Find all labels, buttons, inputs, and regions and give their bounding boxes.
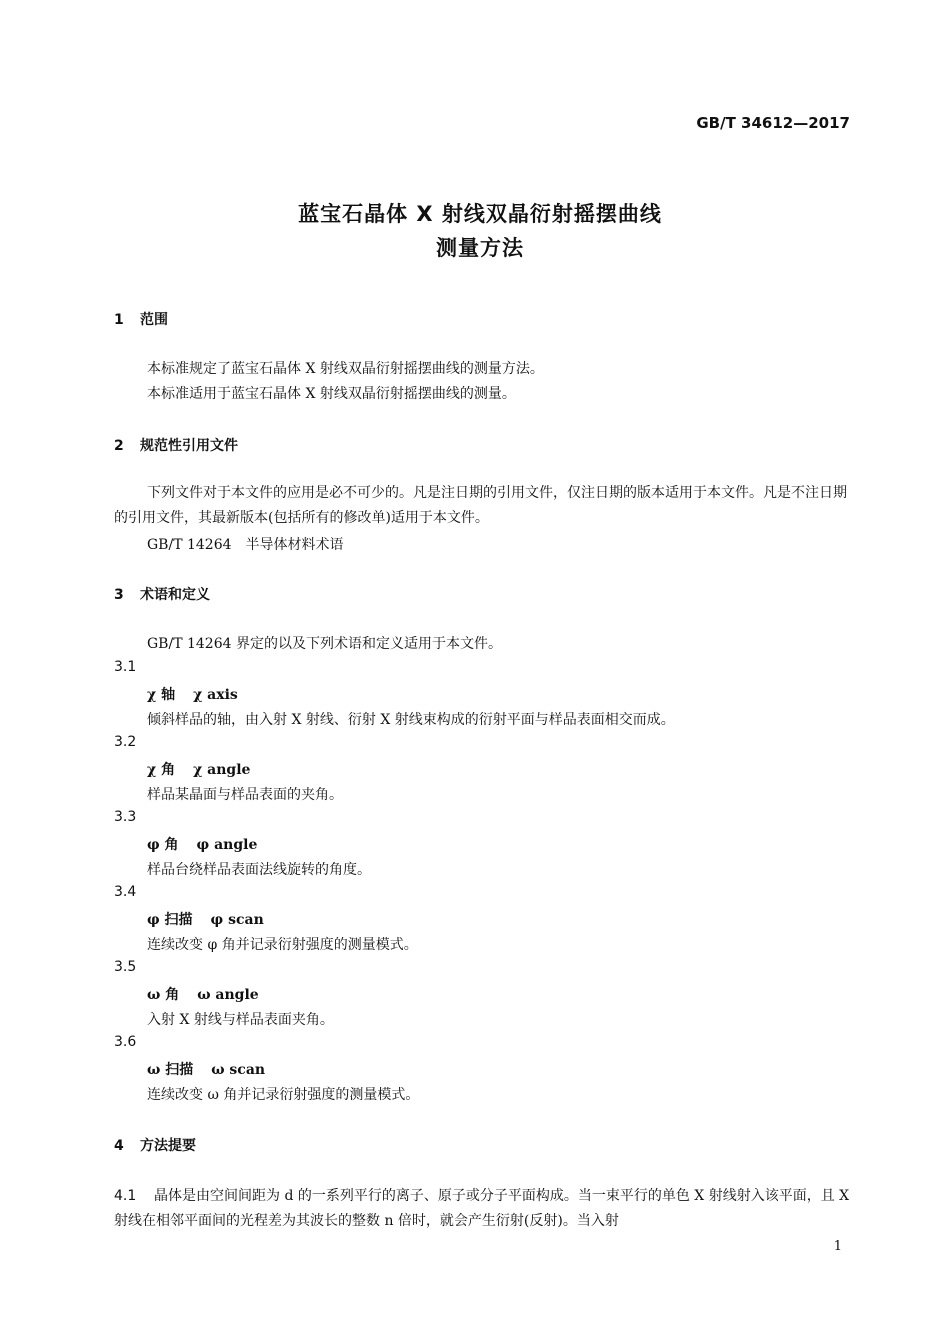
paragraph: 本标准适用于蓝宝石晶体 X 射线双晶衍射摇摆曲线的测量。 xyxy=(147,386,516,402)
clause-number: 4.1 xyxy=(114,1188,137,1204)
term-title xyxy=(147,834,257,854)
clause-4-1 xyxy=(114,1184,850,1234)
term-en: φ scan xyxy=(210,912,264,928)
term-zh: χ 轴 xyxy=(147,687,176,703)
section-number: 3 xyxy=(114,587,124,603)
term-definition: 连续改变 φ 角并记录衍射强度的测量模式。 xyxy=(147,937,418,953)
term-en: ω scan xyxy=(211,1062,266,1078)
section-title: 方法提要 xyxy=(140,1138,196,1154)
term-number: 3.1 xyxy=(114,659,137,675)
term-title xyxy=(147,909,264,929)
term-zh: φ 扫描 xyxy=(147,912,193,928)
paragraph: GB/T 14264 界定的以及下列术语和定义适用于本文件。 xyxy=(147,636,502,652)
section-title: 规范性引用文件 xyxy=(140,438,238,454)
section-title: 范围 xyxy=(140,312,168,328)
page-number: 1 xyxy=(833,1239,842,1254)
term-number: 3.4 xyxy=(114,884,137,900)
section-title: 术语和定义 xyxy=(140,587,210,603)
term-title xyxy=(147,759,250,779)
term-definition: 连续改变 ω 角并记录衍射强度的测量模式。 xyxy=(147,1087,420,1103)
term-en: χ angle xyxy=(193,762,251,778)
term-definition: 倾斜样品的轴，由入射 X 射线、衍射 X 射线束构成的衍射平面与样品表面相交而成。 xyxy=(147,712,675,728)
section-1-heading xyxy=(114,309,168,329)
clause-text: 晶体是由空间间距为 d 的一系列平行的离子、原子或分子平面构成。当一束平行的单色 X 射线射入该平面，且 X 射线在相邻平面间的光程差为其波长的整数 n 倍时，就会产生衍射(反射)。当入射 xyxy=(114,1188,850,1229)
term-zh: ω 扫描 xyxy=(147,1062,194,1078)
document-title-line2: 测量方法 xyxy=(436,236,524,260)
section-2-heading xyxy=(114,435,238,455)
paragraph: 本标准规定了蓝宝石晶体 X 射线双晶衍射摇摆曲线的测量方法。 xyxy=(147,361,544,377)
term-en: χ axis xyxy=(193,687,238,703)
document-title: 蓝宝石晶体 X 射线双晶衍射摇摆曲线 xyxy=(298,202,662,226)
section-4-heading xyxy=(114,1135,196,1155)
section-3-heading xyxy=(114,584,210,604)
standard-code: GB/T 34612—2017 xyxy=(696,114,850,132)
term-en: φ angle xyxy=(196,837,258,853)
term-title xyxy=(147,984,259,1004)
term-number: 3.6 xyxy=(114,1034,137,1050)
term-title xyxy=(147,684,238,704)
term-en: ω angle xyxy=(197,987,259,1003)
section-number: 2 xyxy=(114,438,124,454)
term-number: 3.3 xyxy=(114,809,137,825)
term-number: 3.5 xyxy=(114,959,137,975)
term-definition: 入射 X 射线与样品表面夹角。 xyxy=(147,1012,334,1028)
term-title xyxy=(147,1059,265,1079)
term-zh: χ 角 xyxy=(147,762,176,778)
term-number: 3.2 xyxy=(114,734,137,750)
term-definition: 样品台绕样品表面法线旋转的角度。 xyxy=(147,862,371,878)
term-zh: ω 角 xyxy=(147,987,180,1003)
term-zh: φ 角 xyxy=(147,837,179,853)
section-number: 1 xyxy=(114,312,124,328)
term-definition: 样品某晶面与样品表面的夹角。 xyxy=(147,787,343,803)
normative-reference: GB/T 14264 半导体材料术语 xyxy=(147,537,344,553)
paragraph: 下列文件对于本文件的应用是必不可少的。凡是注日期的引用文件，仅注日期的版本适用于本文件。凡是不注日期的引用文件，其最新版本(包括所有的修改单)适用于本文件。 xyxy=(114,485,847,526)
section-number: 4 xyxy=(114,1138,124,1154)
